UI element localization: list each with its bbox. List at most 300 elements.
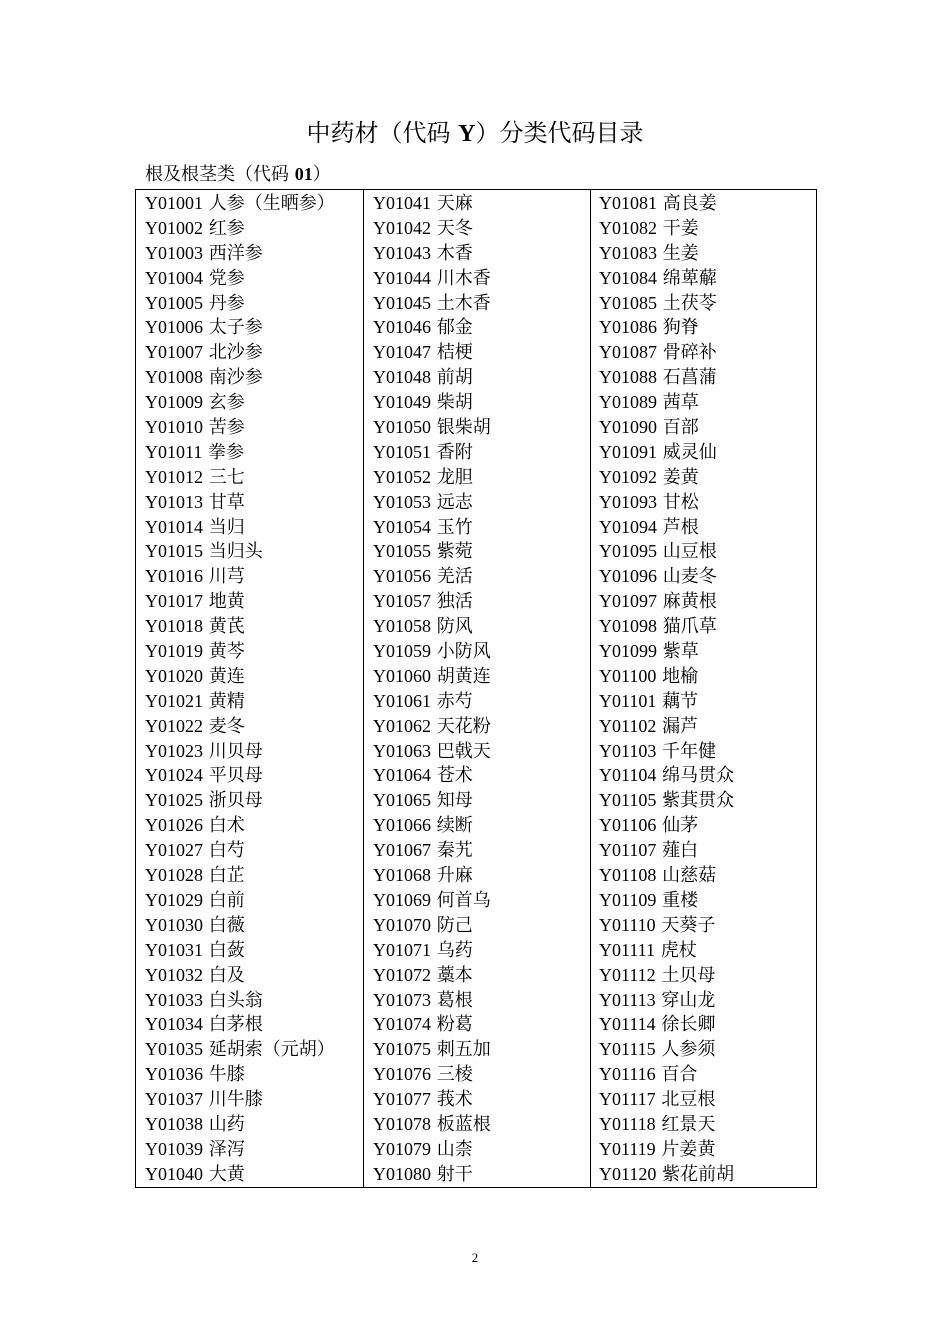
list-item [145, 888, 363, 913]
item-code: Y01074 [373, 1014, 431, 1035]
item-name: 川牛膝 [208, 1089, 263, 1111]
list-item [373, 340, 590, 365]
item-code: Y01051 [373, 441, 431, 462]
item-code: Y01043 [373, 242, 431, 263]
item-name: 党参 [208, 267, 245, 289]
item-name: 续断 [436, 815, 473, 837]
item-name: 赤芍 [436, 690, 473, 712]
list-item [599, 938, 816, 963]
item-name: 南沙参 [208, 367, 263, 389]
item-code: Y01110 [599, 914, 656, 935]
list-item [145, 539, 363, 564]
list-item [373, 315, 590, 340]
item-code: Y01008 [145, 367, 203, 388]
item-name: 北沙参 [208, 342, 263, 364]
item-name: 玄参 [208, 392, 245, 414]
item-name: 黄芩 [208, 641, 245, 663]
list-item [599, 266, 816, 291]
item-code: Y01036 [145, 1064, 203, 1085]
item-name: 紫草 [662, 641, 699, 663]
item-name: 白茅根 [208, 1014, 263, 1036]
item-name: 藁本 [436, 964, 473, 986]
item-code: Y01059 [373, 641, 431, 662]
item-code: Y01053 [373, 491, 431, 512]
list-item [599, 788, 816, 813]
item-name: 穿山龙 [661, 989, 716, 1011]
list-item [373, 963, 590, 988]
list-item [145, 639, 363, 664]
list-item [373, 1062, 590, 1087]
list-item [599, 440, 816, 465]
item-code: Y01054 [373, 516, 431, 537]
item-code: Y01084 [599, 267, 657, 288]
list-item [373, 589, 590, 614]
item-name: 巴戟天 [436, 740, 491, 762]
item-code: Y01071 [373, 939, 431, 960]
list-item [145, 216, 363, 241]
item-name: 麦冬 [208, 715, 245, 737]
list-item [599, 813, 816, 838]
list-item [373, 913, 590, 938]
list-item [373, 813, 590, 838]
item-name: 乌药 [436, 939, 473, 961]
item-name: 黄精 [208, 690, 245, 712]
item-name: 防风 [436, 616, 473, 638]
item-code: Y01064 [373, 765, 431, 786]
item-code: Y01067 [373, 840, 431, 861]
list-item [373, 539, 590, 564]
item-code: Y01013 [145, 491, 203, 512]
item-code: Y01080 [373, 1163, 431, 1184]
item-name: 骨碎补 [662, 342, 717, 364]
item-name: 虎杖 [660, 939, 697, 961]
list-item [145, 863, 363, 888]
item-name: 拳参 [208, 441, 245, 463]
item-code: Y01048 [373, 367, 431, 388]
item-code: Y01031 [145, 939, 203, 960]
item-name: 紫菀 [436, 541, 473, 563]
list-item [599, 589, 816, 614]
item-name: 威灵仙 [662, 441, 717, 463]
item-name: 天花粉 [436, 715, 491, 737]
item-code: Y01072 [373, 964, 431, 985]
item-name: 红景天 [661, 1113, 716, 1135]
item-name: 当归 [208, 516, 245, 538]
title-code: Y [458, 121, 476, 147]
item-code: Y01057 [373, 591, 431, 612]
item-code: Y01091 [599, 441, 657, 462]
item-code: Y01111 [599, 939, 655, 960]
list-item [145, 763, 363, 788]
item-name: 北豆根 [661, 1089, 716, 1111]
list-item [145, 1087, 363, 1112]
item-name: 射干 [436, 1163, 473, 1185]
list-item [373, 863, 590, 888]
item-name: 葛根 [436, 989, 473, 1011]
list-item [599, 838, 816, 863]
item-code: Y01070 [373, 914, 431, 935]
list-item [145, 365, 363, 390]
item-code: Y01017 [145, 591, 203, 612]
item-code: Y01098 [599, 616, 657, 637]
list-item [373, 763, 590, 788]
item-name: 羌活 [436, 566, 473, 588]
list-item [599, 490, 816, 515]
item-name: 太子参 [208, 317, 263, 339]
item-code: Y01016 [145, 566, 203, 587]
item-name: 知母 [436, 790, 473, 812]
list-item [599, 191, 816, 216]
item-code: Y01097 [599, 591, 657, 612]
item-name: 土茯苓 [662, 292, 717, 314]
item-code: Y01096 [599, 566, 657, 587]
item-name: 白头翁 [208, 989, 263, 1011]
item-name: 紫花前胡 [662, 1163, 735, 1185]
item-code: Y01058 [373, 616, 431, 637]
list-item [373, 888, 590, 913]
list-item [373, 938, 590, 963]
item-code: Y01075 [373, 1039, 431, 1060]
item-code: Y01023 [145, 740, 203, 761]
item-code: Y01081 [599, 193, 657, 213]
list-item [373, 241, 590, 266]
item-code: Y01028 [145, 865, 203, 886]
list-item [145, 838, 363, 863]
item-name: 桔梗 [436, 342, 473, 364]
item-code: Y01066 [373, 815, 431, 836]
list-item [145, 813, 363, 838]
item-name: 红参 [208, 217, 245, 239]
item-name: 秦艽 [436, 840, 473, 862]
item-name: 白芍 [208, 840, 245, 862]
code-table [135, 189, 817, 1188]
item-name: 防己 [436, 914, 473, 936]
list-item [145, 291, 363, 316]
list-item [145, 614, 363, 639]
list-item [145, 714, 363, 739]
item-name: 平贝母 [208, 765, 263, 787]
item-code: Y01044 [373, 267, 431, 288]
list-item [145, 739, 363, 764]
item-code: Y01073 [373, 989, 431, 1010]
item-code: Y01019 [145, 641, 203, 662]
item-code: Y01045 [373, 292, 431, 313]
item-name: 麻黄根 [662, 591, 717, 613]
item-name: 龙胆 [436, 466, 473, 488]
item-name: 猫爪草 [662, 616, 717, 638]
item-name: 粉葛 [436, 1014, 473, 1036]
item-name: 远志 [436, 491, 473, 513]
item-code: Y01030 [145, 914, 203, 935]
item-code: Y01119 [599, 1138, 656, 1159]
list-item [599, 763, 816, 788]
item-name: 天冬 [436, 217, 473, 239]
list-item [373, 1137, 590, 1162]
item-name: 川贝母 [208, 740, 263, 762]
item-code: Y01068 [373, 865, 431, 886]
item-code: Y01002 [145, 217, 203, 238]
item-name: 白薇 [208, 914, 245, 936]
item-name: 浙贝母 [208, 790, 263, 812]
list-item [373, 639, 590, 664]
item-name: 胡黄连 [436, 665, 491, 687]
list-item [599, 863, 816, 888]
list-item [373, 1012, 590, 1037]
item-code: Y01078 [373, 1113, 431, 1134]
section-code: 01 [294, 164, 313, 184]
item-name: 柴胡 [436, 392, 473, 414]
list-item [145, 490, 363, 515]
item-code: Y01089 [599, 392, 657, 413]
item-name: 板蓝根 [436, 1113, 491, 1135]
list-item [373, 1112, 590, 1137]
list-item [599, 988, 816, 1013]
item-code: Y01018 [145, 616, 203, 637]
title-suffix: ）分类代码目录 [475, 119, 644, 147]
list-item [373, 714, 590, 739]
item-code: Y01088 [599, 367, 657, 388]
section-suffix: ） [312, 164, 331, 185]
item-code: Y01006 [145, 317, 203, 338]
item-code: Y01062 [373, 715, 431, 736]
list-item [145, 465, 363, 490]
item-name: 白蔹 [208, 939, 245, 961]
item-code: Y01010 [145, 417, 203, 438]
list-item [373, 788, 590, 813]
item-name: 薤白 [662, 840, 699, 862]
item-name: 地黄 [208, 591, 245, 613]
item-code: Y01101 [599, 690, 657, 711]
item-code: Y01069 [373, 889, 431, 910]
item-name: 天葵子 [661, 914, 716, 936]
item-code: Y01027 [145, 840, 203, 861]
item-name: 百合 [661, 1064, 698, 1086]
list-item [599, 1062, 816, 1087]
item-name: 丹参 [208, 292, 245, 314]
item-code: Y01050 [373, 417, 431, 438]
item-code: Y01093 [599, 491, 657, 512]
list-item [145, 1112, 363, 1137]
item-name: 小防风 [436, 641, 491, 663]
item-name: 大黄 [208, 1163, 245, 1185]
list-item [599, 689, 816, 714]
item-name: 牛膝 [208, 1064, 245, 1086]
list-item [145, 315, 363, 340]
item-name: 仙茅 [662, 815, 699, 837]
list-item [599, 963, 816, 988]
item-code: Y01021 [145, 690, 203, 711]
item-name: 莪术 [436, 1089, 473, 1111]
list-item [599, 614, 816, 639]
item-name: 千年健 [662, 740, 717, 762]
item-code: Y01079 [373, 1138, 431, 1159]
list-item [599, 465, 816, 490]
list-item [373, 216, 590, 241]
list-item [599, 639, 816, 664]
item-name: 木香 [436, 242, 473, 264]
item-name: 徐长卿 [661, 1014, 716, 1036]
item-name: 重楼 [662, 889, 699, 911]
list-item [599, 515, 816, 540]
item-code: Y01022 [145, 715, 203, 736]
list-item [373, 739, 590, 764]
item-code: Y01004 [145, 267, 203, 288]
item-code: Y01114 [599, 1014, 656, 1035]
item-code: Y01102 [599, 715, 657, 736]
item-code: Y01107 [599, 840, 657, 861]
item-name: 白前 [208, 889, 245, 911]
item-code: Y01100 [599, 665, 657, 686]
item-code: Y01025 [145, 790, 203, 811]
item-code: Y01001 [145, 193, 203, 213]
item-code: Y01061 [373, 690, 431, 711]
list-item [599, 1137, 816, 1162]
item-code: Y01055 [373, 541, 431, 562]
item-code: Y01108 [599, 865, 657, 886]
list-item [599, 1012, 816, 1037]
list-item [145, 1137, 363, 1162]
item-code: Y01034 [145, 1014, 203, 1035]
item-name: 何首乌 [436, 889, 491, 911]
list-item [599, 564, 816, 589]
item-name: 高良姜 [662, 193, 717, 214]
item-code: Y01085 [599, 292, 657, 313]
list-item [373, 365, 590, 390]
list-item [145, 988, 363, 1013]
item-name: 绵马贯众 [662, 765, 735, 787]
item-code: Y01012 [145, 466, 203, 487]
list-item [373, 1087, 590, 1112]
item-code: Y01104 [599, 765, 657, 786]
item-name: 芦根 [662, 516, 699, 538]
item-code: Y01041 [373, 193, 431, 213]
list-item [599, 739, 816, 764]
item-name: 白芷 [208, 865, 245, 887]
item-name: 山柰 [436, 1138, 473, 1160]
list-item [145, 689, 363, 714]
item-code: Y01077 [373, 1089, 431, 1110]
list-item [599, 1162, 816, 1187]
list-item [145, 664, 363, 689]
item-name: 山药 [208, 1113, 245, 1135]
item-name: 紫萁贯众 [662, 790, 735, 812]
item-name: 片姜黄 [661, 1138, 716, 1160]
item-name: 土贝母 [661, 964, 716, 986]
item-name: 独活 [436, 591, 473, 613]
item-name: 茜草 [662, 392, 699, 414]
page-number: 2 [471, 1250, 479, 1265]
list-item [599, 714, 816, 739]
list-item [145, 913, 363, 938]
item-name: 天麻 [436, 193, 473, 214]
item-code: Y01037 [145, 1089, 203, 1110]
section-heading [145, 161, 331, 188]
item-name: 黄芪 [208, 616, 245, 638]
item-code: Y01049 [373, 392, 431, 413]
item-name: 百部 [662, 417, 699, 439]
list-item [599, 241, 816, 266]
list-item [145, 415, 363, 440]
list-item [373, 266, 590, 291]
item-code: Y01109 [599, 889, 657, 910]
list-item [145, 515, 363, 540]
item-code: Y01020 [145, 665, 203, 686]
item-code: Y01106 [599, 815, 657, 836]
item-name: 狗脊 [662, 317, 699, 339]
item-name: 生姜 [662, 242, 699, 264]
item-name: 人参（生晒参） [208, 193, 335, 214]
list-item [599, 390, 816, 415]
item-code: Y01115 [599, 1039, 656, 1060]
list-item [373, 689, 590, 714]
item-code: Y01047 [373, 342, 431, 363]
item-name: 川芎 [208, 566, 245, 588]
item-code: Y01120 [599, 1163, 657, 1184]
item-code: Y01005 [145, 292, 203, 313]
item-name: 升麻 [436, 865, 473, 887]
item-name: 山慈菇 [662, 865, 717, 887]
item-name: 当归头 [208, 541, 263, 563]
item-name: 人参须 [661, 1039, 716, 1061]
item-code: Y01046 [373, 317, 431, 338]
list-item [373, 465, 590, 490]
item-name: 三七 [208, 466, 245, 488]
item-code: Y01029 [145, 889, 203, 910]
item-code: Y01042 [373, 217, 431, 238]
table-column-2 [363, 190, 590, 1187]
list-item [373, 614, 590, 639]
list-item [145, 390, 363, 415]
item-code: Y01032 [145, 964, 203, 985]
item-code: Y01011 [145, 441, 203, 462]
list-item [373, 515, 590, 540]
list-item [145, 788, 363, 813]
list-item [145, 1012, 363, 1037]
list-item [373, 415, 590, 440]
list-item [599, 1037, 816, 1062]
list-item [599, 415, 816, 440]
item-name: 三棱 [436, 1064, 473, 1086]
item-code: Y01007 [145, 342, 203, 363]
item-name: 山豆根 [662, 541, 717, 563]
item-name: 甘草 [208, 491, 245, 513]
list-item [599, 539, 816, 564]
item-name: 银柴胡 [436, 417, 491, 439]
item-code: Y01099 [599, 641, 657, 662]
list-item [145, 191, 363, 216]
item-name: 前胡 [436, 367, 473, 389]
item-code: Y01063 [373, 740, 431, 761]
item-name: 白及 [208, 964, 245, 986]
list-item [599, 888, 816, 913]
list-item [145, 564, 363, 589]
item-code: Y01103 [599, 740, 657, 761]
list-item [145, 340, 363, 365]
item-code: Y01014 [145, 516, 203, 537]
list-item [145, 938, 363, 963]
item-code: Y01113 [599, 989, 656, 1010]
item-code: Y01105 [599, 790, 657, 811]
item-code: Y01112 [599, 964, 656, 985]
list-item [599, 216, 816, 241]
list-item [599, 1112, 816, 1137]
list-item [373, 838, 590, 863]
list-item [373, 390, 590, 415]
list-item [373, 490, 590, 515]
section-prefix: 根及根茎类（代码 [145, 164, 295, 185]
table-column-1 [136, 190, 363, 1187]
list-item [145, 589, 363, 614]
